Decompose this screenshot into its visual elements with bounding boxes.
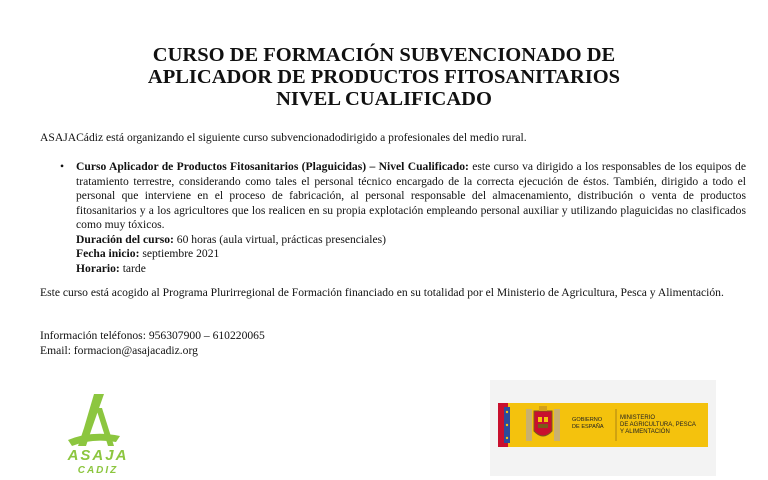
contact-block <box>40 329 265 358</box>
program-paragraph: Este curso está acogido al Programa Plurirregional de Formación financiado en su totalidad por el Ministerio de Agricultura, Pesca y Alimentación. <box>40 286 724 299</box>
detail-horario <box>76 262 746 277</box>
asaja-logo-subtext: CADIZ <box>77 465 119 476</box>
coat-of-arms-icon <box>526 406 560 441</box>
title-line-3: NIVEL CUALIFICADO <box>276 88 492 110</box>
course-description: este curso va dirigido a los responsables de los equipos de tratamiento terrestre, considerando como tales el personal técnico encargado de la correcta ejecución de éstos. También, dirigido a todo el personal que interviene en el proceso de fabricación, al personal responsable del almacenamiento, distribución o venta de productos fitosanitarios y a los agricultores que los realicen en su propia explotación empleando personal auxiliar y utilizando plaguicidas no clasificados como muy tóxicos. <box>76 160 746 231</box>
asaja-logo-text: ASAJA <box>67 447 129 464</box>
min-line-3: Y ALIMENTACIÓN <box>620 429 670 435</box>
gov-line-2: DE ESPAÑA <box>572 424 604 430</box>
document-title <box>0 44 768 110</box>
detail-fecha <box>76 247 746 262</box>
contact-email: Email: formacion@asajacadiz.org <box>40 343 198 357</box>
contact-phones: Información teléfonos: 956307900 – 610220065 <box>40 329 265 342</box>
bullet-marker: • <box>60 160 65 173</box>
duracion-value: 60 horas (aula virtual, prácticas presenciales) <box>173 232 387 246</box>
fecha-label: Fecha inicio: <box>76 247 140 260</box>
gobierno-espana-logo <box>498 403 708 447</box>
duracion-label: Duración del curso: <box>76 232 174 246</box>
horario-value: tarde <box>119 261 146 275</box>
min-line-2: DE AGRICULTURA, PESCA <box>620 422 696 428</box>
title-line-1: CURSO DE FORMACIÓN SUBVENCIONADO DE <box>152 44 616 66</box>
fecha-value: septiembre 2021 <box>139 247 220 260</box>
detail-duracion <box>76 233 746 248</box>
title-line-2: APLICADOR DE PRODUCTOS FITOSANITARIOS <box>147 66 621 88</box>
course-description-block <box>76 160 746 233</box>
gov-line-1: GOBIERNO <box>572 417 603 423</box>
asaja-logo <box>62 388 134 478</box>
course-bullet <box>62 160 746 276</box>
min-line-1: MINISTERIO <box>620 415 656 421</box>
intro-paragraph: ASAJACádiz está organizando el siguiente curso subvencionadodirigido a profesionales del medio rural. <box>40 131 527 144</box>
horario-label: Horario: <box>76 261 120 275</box>
course-name: Curso Aplicador de Productos Fitosanitarios (Plaguicidas) – Nivel Cualificado: <box>76 160 469 173</box>
